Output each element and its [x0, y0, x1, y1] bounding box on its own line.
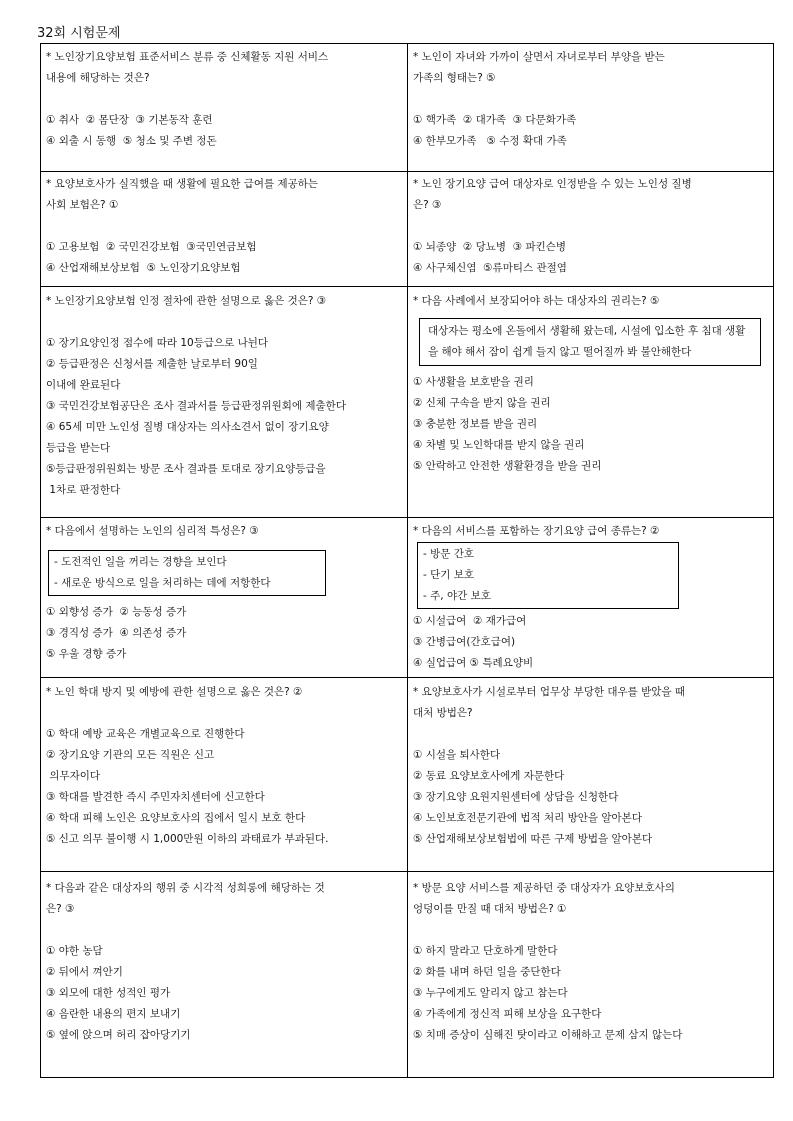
question-text: * 노인 장기요양 급여 대상자로 인정받을 수 있는 노인성 질병 은? ③ — [413, 178, 692, 211]
option-line: ④ 산업재해보상보험 ⑤ 노인장기요양보험 — [46, 262, 241, 274]
option-line: ③ 간병급여(간호급여) — [413, 636, 516, 648]
option-line: ④ 한부모가족 ⑤ 수정 확대 가족 — [413, 135, 567, 147]
column-divider — [407, 43, 408, 1078]
option-line: ① 장기요양인정 점수에 따라 10등급으로 나뉜다 — [46, 337, 269, 349]
service-box — [417, 542, 679, 609]
option-line: ① 뇌종양 ② 당뇨병 ③ 파킨슨병 — [413, 241, 567, 253]
question-text: * 다음 사례에서 보장되어야 하는 대상자의 권리는? ⑤ — [413, 295, 660, 307]
description-box — [48, 550, 326, 596]
option-line: ⑤ 산업재해보상보험법에 따른 구제 방법을 알아본다 — [413, 833, 653, 845]
row-divider — [40, 517, 774, 518]
page-header: 32회 시험문제 — [37, 26, 121, 41]
question-text: * 노인장기요양보험 인정 절차에 관한 설명으로 옳은 것은? ③ — [46, 295, 327, 307]
option-line: ④ 차별 및 노인학대를 받지 않을 권리 — [413, 439, 585, 451]
question-9 — [46, 682, 402, 850]
question-7 — [46, 521, 402, 665]
option-line: ① 사생활을 보호받을 권리 — [413, 376, 534, 388]
option-line: ④ 음란한 내용의 편지 보내기 — [46, 1008, 181, 1020]
question-text: * 다음과 같은 대상자의 행위 중 시각적 성희롱에 해당하는 것 은? ③ — [46, 882, 325, 915]
option-line: ④ 사구체신염 ⑤류마티스 관절염 — [413, 262, 567, 274]
option-line: ③ 충분한 정보를 받을 권리 — [413, 418, 538, 430]
row-divider — [40, 286, 774, 287]
option-line: ④ 외출 시 동행 ⑤ 청소 및 주변 정돈 — [46, 135, 217, 147]
option-line: ① 고용보험 ② 국민건강보험 ③국민연금보험 — [46, 241, 257, 253]
option-line: ④ 학대 피해 노인은 요양보호사의 집에서 일시 보호 한다 — [46, 812, 306, 824]
question-text: * 다음의 서비스를 포함하는 장기요양 급여 종류는? ② — [413, 525, 660, 537]
question-text: * 노인이 자녀와 가까이 살면서 자녀로부터 부양을 받는 가족의 형태는? ⑤ — [413, 51, 665, 84]
question-text: * 다음에서 설명하는 노인의 심리적 특성은? ③ — [46, 525, 259, 537]
case-box: 대상자는 평소에 온돌에서 생활해 왔는데, 시설에 입소한 후 침대 생활을 해야 해서 잠이 쉽게 들지 않고 떨어질까 봐 불안해한다 — [419, 318, 761, 366]
option-line: ① 핵가족 ② 대가족 ③ 다문화가족 — [413, 114, 577, 126]
option-line: ④ 노인보호전문기관에 법적 처리 방안을 알아본다 — [413, 812, 642, 824]
option-line: ⑤ 신고 의무 불이행 시 1,000만원 이하의 과태료가 부과된다. — [46, 833, 329, 845]
question-6 — [413, 291, 769, 477]
service-line: - 단기 보호 — [423, 569, 475, 581]
option-line: ③ 외모에 대한 성적인 평가 — [46, 987, 171, 999]
option-line: ③ 경직성 증가 ④ 의존성 증가 — [46, 627, 187, 639]
option-line: ① 시설급여 ② 재가급여 — [413, 615, 527, 627]
option-line: ⑤ 옆에 앉으며 허리 잡아당기기 — [46, 1029, 191, 1041]
option-line: ① 야한 농담 — [46, 945, 103, 957]
question-8 — [413, 521, 769, 674]
question-2 — [413, 47, 769, 152]
question-4 — [413, 174, 769, 279]
option-line: ① 하지 말라고 단호하게 말한다 — [413, 945, 558, 957]
question-text: * 요양보호사가 실직했을 때 생활에 필요한 급여를 제공하는 사회 보험은? ① — [46, 178, 319, 211]
description-line: - 새로운 방식으로 일을 처리하는 데에 저항한다 — [54, 577, 271, 589]
service-line: - 방문 간호 — [423, 548, 475, 560]
row-divider — [40, 677, 774, 678]
option-line: ① 시설을 퇴사한다 — [413, 749, 501, 761]
service-line: - 주, 야간 보호 — [423, 590, 491, 602]
option-line: ② 신체 구속을 받지 않을 권리 — [413, 397, 551, 409]
question-text: * 노인 학대 방지 및 예방에 관한 설명으로 옳은 것은? ② — [46, 686, 303, 698]
question-10 — [413, 682, 769, 850]
question-text: * 요양보호사가 시설로부터 업무상 부당한 대우를 받았을 때 대처 방법은? — [413, 686, 686, 719]
question-3 — [46, 174, 402, 279]
option-line: ② 장기요양 기관의 모든 직원은 신고 의무자이다 — [46, 749, 215, 782]
option-line: ① 학대 예방 교육은 개별교육으로 진행한다 — [46, 728, 245, 740]
description-line: - 도전적인 일을 꺼리는 경향을 보인다 — [54, 556, 227, 568]
option-line: ⑤ 치매 증상이 심해진 탓이라고 이해하고 문제 삼지 않는다 — [413, 1029, 683, 1041]
option-line: ④ 가족에게 정신적 피해 보상을 요구한다 — [413, 1008, 602, 1020]
option-line: ① 취사 ② 몸단장 ③ 기본동작 훈련 — [46, 114, 213, 126]
option-line: ③ 장기요양 요원지원센터에 상담을 신청한다 — [413, 791, 619, 803]
question-12 — [413, 878, 769, 1046]
row-divider — [40, 171, 774, 172]
question-5 — [46, 291, 402, 501]
question-text: * 노인장기요양보험 표준서비스 분류 중 신체활동 지원 서비스 내용에 해당하는 것은? — [46, 51, 329, 84]
question-text: * 방문 요양 서비스를 제공하던 중 대상자가 요양보호사의 엉덩이를 만질 때 대처 방법은? ① — [413, 882, 675, 915]
option-line: ② 뒤에서 껴안기 — [46, 966, 123, 978]
option-line: ② 화를 내며 하던 일을 중단한다 — [413, 966, 561, 978]
option-line: ③ 누구에게도 알리지 않고 참는다 — [413, 987, 568, 999]
option-line: ④ 65세 미만 노인성 질병 대상자는 의사소견서 없이 장기요양 등급을 받는다 — [46, 421, 329, 454]
question-1 — [46, 47, 402, 152]
question-11 — [46, 878, 402, 1046]
option-line: ② 등급판정은 신청서를 제출한 날로부터 90일 이내에 완료된다 — [46, 358, 258, 391]
option-line: ④ 실업급여 ⑤ 특례요양비 — [413, 657, 534, 669]
option-line: ① 외향성 증가 ② 능동성 증가 — [46, 606, 187, 618]
option-line: ⑤ 안락하고 안전한 생활환경을 받을 권리 — [413, 460, 602, 472]
option-line: ③ 학대를 발견한 즉시 주민자치센터에 신고한다 — [46, 791, 265, 803]
row-divider — [40, 871, 774, 872]
option-line: ② 동료 요양보호사에게 자문한다 — [413, 770, 565, 782]
option-line: ③ 국민건강보험공단은 조사 결과서를 등급판정위원회에 제출한다 — [46, 400, 346, 412]
option-line: ⑤ 우울 경향 증가 — [46, 648, 127, 660]
option-line: ⑤등급판정위원회는 방문 조사 결과를 토대로 장기요양등급을 1차로 판정한다 — [46, 463, 326, 496]
